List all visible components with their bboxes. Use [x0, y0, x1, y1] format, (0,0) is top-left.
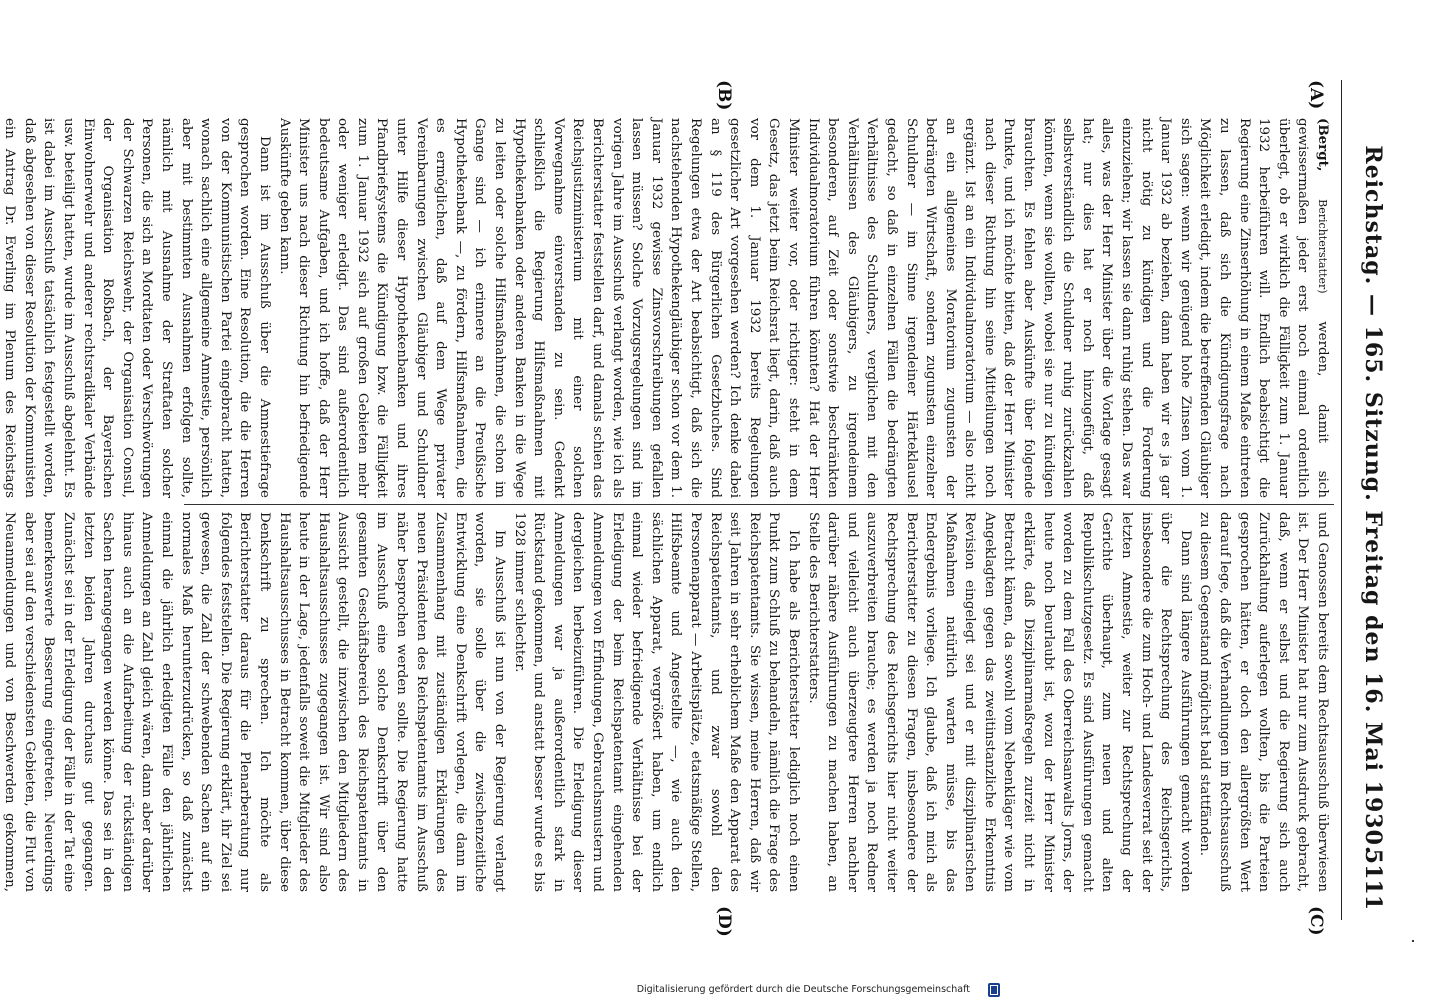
left-column — [2, 118, 1332, 498]
margin-mark-c: (C) — [1306, 906, 1326, 936]
right-column — [2, 512, 1332, 892]
running-head: Reichstag. — 165. Sitzung. Freitag den 16. Mai 1930. — [1360, 145, 1386, 855]
header-rule — [1341, 80, 1342, 920]
right-paragraph: Im Ausschuß ist nun von der Regierung verlangt worden, sie solle über die zwischenzeitliche Entwicklung eine Denkschrift vorlegen, die dann im Zusammenhang mit zuständigen Erklärungen des neuen Präsidenten des Reichspatentamts im Ausschuß näher besprochen werden sollte. Die Regierung hatte im Ausschuß eine solche Denkschrift über den gesamten Geschäftsbereich des Reichspatentamts in Aussicht gestellt, die inzwischen den Mitgliedern des Haushaltsausschusses zugegangen ist. Wir sind also heute in der Lage, jedenfalls soweit die Mitglieder des Haushaltsausschusses in Betracht kommen, über diese Denkschrift zu sprechen. Ich möchte als Berichterstatter daraus für die Plenarberatung nur folgendes feststellen. Die Regierung erklärt, ihr Ziel sei gewesen, die Zahl der schwebenden Sachen auf ein normales Maß herunterzudrücken, so daß zunächst einmal die jährlich erledigten Fälle den jährlichen Anmeldungen an Zahl gleich wären, dann aber darüber hinaus auch an die Aufarbeitung der rückständigen Sachen herangegangen werden könne. Das sei in den letzten beiden Jahren durchaus gut gegangen. Zunächst sei in der Erledigung der Fälle in der Tat eine bemerkenswerte Besserung eingetreten. Neuerdings aber sei auf den verschiedensten Gebieten, die Flut von Neuanmeldungen und von Beschwerden gekommen, — [2, 512, 508, 892]
speaker-role: Berichterstatter) — [1316, 199, 1329, 294]
digitization-credit: Digitalisierung gefördert durch die Deutsche Forschungsgemeinschaft — [636, 984, 970, 995]
page-header — [1352, 80, 1392, 920]
speaker-name: (Bergt, — [1315, 118, 1331, 172]
right-paragraph: Ich habe als Berichterstatter lediglich noch einen Punkt zum Schluß zu behandeln, nämlich die Frage des Reichspatentamts. Sie wissen, meine Herren, daß wir seit Jahren in sehr erheblichem Maße den Apparat des Reichspatentamts, und zwar sowohl den Personenapparat — Arbeitsplätze, etatsmäßige Stellen, Hilfsbeamte und Angestellte —, wie auch den sächlichen Apparat, vergrößert haben, um endlich einmal wieder befriedigende Verhältnisse bei der Erledigung der beim Reichspatentamt eingehenden Anmeldungen von Erfindungen, Gebrauchsmustern und dergleichen herbeizuführen. Die Erledigung dieser Anmeldungen war ja außerordentlich stark in Rückstand gekommen, und anstatt besser wurde es bis 1928 immer schlechter. — [511, 512, 801, 892]
right-paragraph: und Genossen bereits dem Rechtsausschuß überwiesen ist. Der Herr Minister hat nur zum Ausdruck gebracht, daß, wenn er selbst und die Regierung sich auch Zurückhaltung auferlegen wollten, bis die Parteien gesprochen hätten, er doch den allergrößten Wert darauf lege, daß die Verhandlungen im Rechtsausschuß zu diesem Gegenstand möglichst bald stattfänden. — [1197, 512, 1330, 892]
scan-speck — [1412, 940, 1414, 942]
margin-mark-b: (B) — [714, 80, 734, 111]
left-paragraph — [274, 118, 1332, 498]
left-paragraph: Dann ist im Ausschuß über die Amnestiefrage gesprochen worden. Eine Resolution, die die Herren von der Kommunistischen Partei eingebracht hatten, wonach sachlich eine allgemeine Amnestie, persönlich aber mit bestimmten Ausnahmen erfolgen sollte, nämlich mit Ausnahme der Straftaten solcher Personen, die sich an Mordtaten oder Verschwörungen der Schwarzen Reichswehr, der Organisation Consul, der Organisation Roßbach, der Bayerischen Einwohnerwehr und anderer rechtsradikaler Verbände usw. beteiligt hatten, wurde im Ausschuß abgelehnt. Es ist dabei im Ausschuß tatsächlich festgestellt worden, daß abgesehen von dieser Resolution der Kommunisten ein Antrag Dr. Everling im Plenum des Reichstags — [2, 118, 272, 498]
dfg-logo — [988, 983, 1000, 997]
paragraph-text: werden, damit sich gewissermaßen jeder erst noch einmal ordentlich überlegt, ob er wirklich die Fälligkeit zum 1. Januar 1932 herbeiführen will. Endlich beabsichtigt die Regierung eine Zinserhöhung in einem Maße eintreten zu lassen, daß sich die Kündigungsfrage nach Möglichkeit erledigt, indem die betreffenden Gläubiger sich sagen: wenn wir genügend hohe Zinsen vom 1. Januar 1932 ab beziehen, dann haben wir es ja gar nicht nötig zu kündigen und die Forderung einzuziehen; wir lassen sie dann ruhig stehen. Das war alles, was der Herr Minister über die Vorlage gesagt hat; nur dies hat er noch hinzugefügt, daß selbstverständlich die Schuldner ruhig zurückzahlen könnten, wenn sie wollten, wobei sie nur zu kündigen brauchten. Es fehlen aber Auskünfte über folgende Punkte, und ich möchte bitten, daß der Herr Minister nach dieser Richtung hin seine Mitteilungen noch ergänzt. Ist an ein Individualmoratorium — also nicht an ein allgemeines Moratorium zugunsten der bedrängten Wirtschaft, sondern zugunsten einzelner Schuldner — im Sinne irgendeiner Härteklausel gedacht, so daß in einzelnen Fällen die bedrängten Verhältnisse des Schuldners, verglichen mit den Verhältnissen des Gläubigers, zu irgendeinem besonderen, auf Zeit oder sonstwie beschränkten Individualmoratorium führen könnten? Hat der Herr Minister weiter vor, oder richtiger: steht in dem Gesetz, das jetzt beim Reichsrat liegt, darin, daß auch vor dem 1. Januar 1932 bereits Regelungen gesetzlicher Art vorgesehen werden? Ich denke dabei an § 119 des Bürgerlichen Gesetzbuches. Sind Regelungen etwa der Art beabsichtigt, daß sich die nachstehenden Hypothekengläubiger schon vor dem 1. Januar 1932 gewisse Zinsvorschreibungen gefallen lassen müssen? Solche Vorzugsregelungen sind im vorigen Jahre im Ausschuß verlangt worden, wie ich als Berichterstatter feststellen darf, und damals schien das Reichsjustizministerium mit einer solchen Vorwegnahme einverstanden zu sein. Gedenkt schließlich die Regierung Hilfsmaßnahmen mit Hypothekenbanken oder anderen Banken in die Wege zu leiten oder solche Hilfsmaßnahmen, die schon im Gange sind — ich erinnere an die Preußische Hypothekenbank —, zu fördern, Hilfsmaßnahmen, die es ermöglichen, daß auf dem Wege privater Vereinbarungen zwischen Gläubiger und Schuldner unter Hilfe dieser Hypothekenbanken und ihres Pfandbriefsystems die Kündigung bzw. die Fälligkeit zum 1. Januar 1932 sich auf großen Gebieten mehr oder weniger erledigt. Das sind außerordentlich bedeutsame Aufgaben, und ich hoffe, daß der Herr Minister uns nach dieser Richtung hin befriedigende Auskünfte geben kann. — [276, 118, 1330, 498]
margin-mark-d: (D) — [714, 906, 734, 937]
column-divider — [184, 504, 1334, 505]
dfg-logo-mark — [990, 985, 998, 995]
margin-mark-a: (A) — [1306, 80, 1326, 110]
page-number: 5111 — [1360, 848, 1386, 910]
right-paragraph: Dann sind längere Ausführungen gemacht worden über die Rechtsprechung des Reichsgerichts, insbesondere die zum Hoch- und Landesverrat seit der letzten Amnestie, weiter zur Rechtsprechung der Gerichte überhaupt, zum neuen und alten Republikschutzgesetz. Es sind Ausführungen gemacht worden zu dem Fall des Oberreichsanwalts Jorns, der heute noch beurlaubt ist, wozu der Herr Minister erklärte, daß Disziplinarmaßregeln zurzeit nicht in Betracht kämen, da sowohl vom Nebenkläger wie vom Angeklagten gegen das zweitinstanzliche Erkenntnis Revision eingelegt sei und er mit disziplinarischen Maßnahmen natürlich warten müsse, bis das Endergebnis vorliege. Ich glaube, daß ich mich als Berichterstatter zu diesen Fragen, insbesondere der Rechtsprechung des Reichsgerichts hier nicht weiter auszuverbreiten brauche; es werden ja noch Redner und vielleicht auch überzeugtere Herren nachher darüber nähere Ausführungen zu machen haben, an Stelle des Berichterstatters. — [805, 512, 1193, 892]
